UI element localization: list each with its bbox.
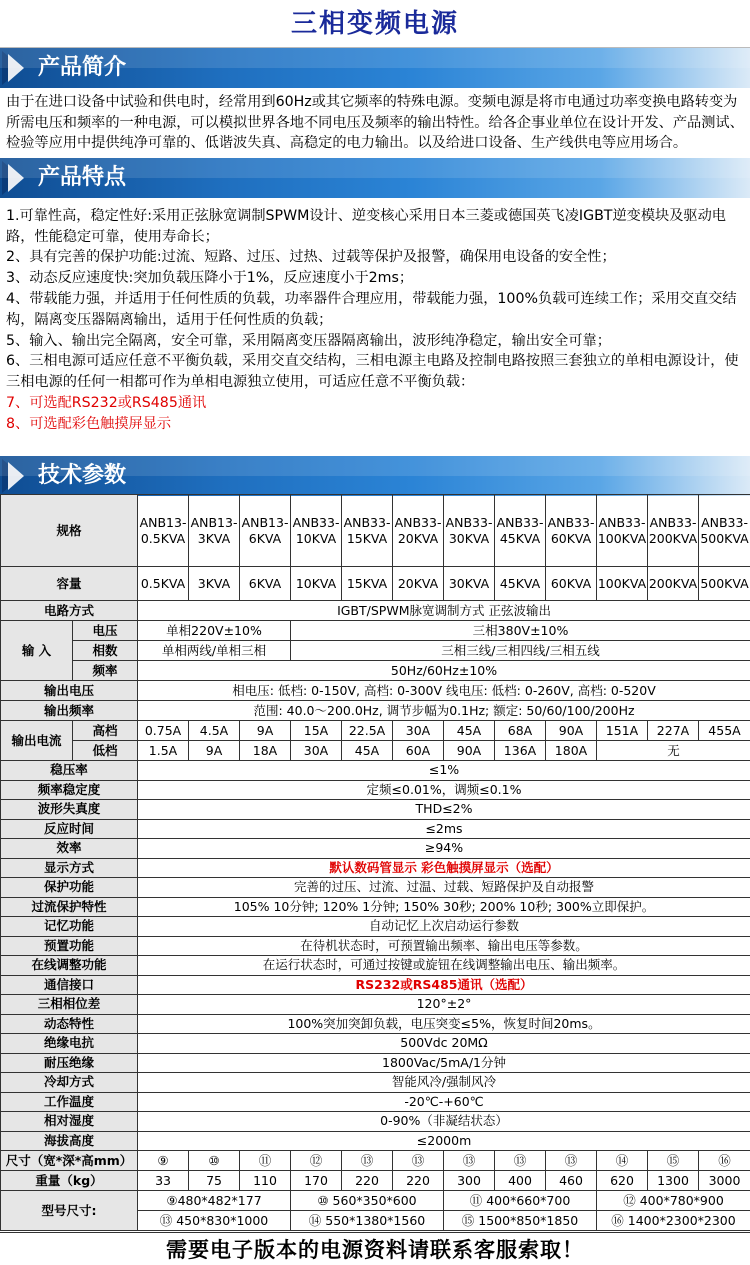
row-subheader: 高档 [73, 721, 138, 741]
table-row [1, 995, 750, 1015]
row-header: 绝缘电抗 [1, 1034, 138, 1054]
capacity-cell: 30KVA [444, 567, 495, 601]
current-cell: 1.5A [138, 741, 189, 761]
model-cell: ANB33-10KVA [291, 495, 342, 567]
capacity-cell: 3KVA [189, 567, 240, 601]
current-cell: 15A [291, 721, 342, 741]
value-cell: 智能风冷/强制风冷 [138, 1073, 750, 1093]
model-cell: ANB33-15KVA [342, 495, 393, 567]
value-cell: 定频≤0.01%，调频≤0.1% [138, 780, 750, 800]
section-banner-features [0, 158, 750, 198]
value-cell: 自动记忆上次启动运行参数 [138, 917, 750, 937]
page-title: 三相变频电源 [0, 0, 750, 48]
table-cell: 无 [597, 741, 750, 761]
row-header: 记忆功能 [1, 917, 138, 937]
capacity-cell: 500KVA [699, 567, 750, 601]
current-cell: 4.5A [189, 721, 240, 741]
table-row [1, 878, 750, 898]
feature-item: 6、三相电源可适应任意不平衡负载，采用交直交结构，三相电源主电路及控制电路按照三套独立的单相电源设计，使三相电源的任何一相都可作为单相电源独立使用，可适应任意不平衡负载： [6, 353, 739, 391]
size-cell: ⑯ [699, 1151, 750, 1171]
table-row [1, 858, 750, 878]
row-header: 电路方式 [1, 601, 138, 621]
row-header: 重量（kg） [1, 1171, 138, 1191]
table-cell: 范围: 40.0～200.0Hz, 调节步幅为0.1Hz; 额定: 50/60/100/200Hz [138, 701, 750, 721]
capacity-cell: 0.5KVA [138, 567, 189, 601]
row-header: 通信接口 [1, 975, 138, 995]
model-cell: ANB33-45KVA [495, 495, 546, 567]
table-row [1, 936, 750, 956]
value-cell: 500Vdc 20MΩ [138, 1034, 750, 1054]
table-row [1, 1014, 750, 1034]
row-header: 在线调整功能 [1, 956, 138, 976]
size-cell: ⑫ [291, 1151, 342, 1171]
table-cell: ⑭ 550*1380*1560 [291, 1211, 444, 1231]
table-row [1, 741, 750, 761]
model-cell: ANB13-3KVA [189, 495, 240, 567]
table-cell: 三相三线/三相四线/三相五线 [291, 641, 750, 661]
table-row [1, 975, 750, 995]
weight-cell: 110 [240, 1171, 291, 1191]
capacity-cell: 20KVA [393, 567, 444, 601]
model-cell: ANB33-30KVA [444, 495, 495, 567]
current-cell: 90A [546, 721, 597, 741]
current-cell: 9A [240, 721, 291, 741]
row-header: 输出电压 [1, 681, 138, 701]
current-cell: 136A [495, 741, 546, 761]
section-banner-intro [0, 48, 750, 88]
row-subheader: 低档 [73, 741, 138, 761]
size-cell: ⑬ [495, 1151, 546, 1171]
table-cell: 单相220V±10% [138, 621, 291, 641]
table-cell: ⑩ 560*350*600 [291, 1191, 444, 1211]
row-header: 输出频率 [1, 701, 138, 721]
current-cell: 151A [597, 721, 648, 741]
table-cell: 单相两线/单相三相 [138, 641, 291, 661]
size-cell: ⑪ [240, 1151, 291, 1171]
table-row [1, 956, 750, 976]
weight-cell: 3000 [699, 1171, 750, 1191]
current-cell: 90A [444, 741, 495, 761]
weight-cell: 75 [189, 1171, 240, 1191]
current-cell: 227A [648, 721, 699, 741]
table-cell: IGBT/SPWM脉宽调制方式 正弦波输出 [138, 601, 750, 621]
value-cell: 105% 10分钟; 120% 1分钟; 150% 30秒; 200% 10秒; 300%立即保护。 [138, 897, 750, 917]
value-cell: THD≤2% [138, 800, 750, 820]
capacity-cell: 15KVA [342, 567, 393, 601]
row-header: 频率稳定度 [1, 780, 138, 800]
current-cell: 30A [291, 741, 342, 761]
capacity-cell: 6KVA [240, 567, 291, 601]
weight-cell: 220 [393, 1171, 444, 1191]
feature-item: 4、带载能力强，并适用于任何性质的负载，功率器件合理应用，带载能力强，100%负载可连续工作；采用交直交结构，隔离变压器隔离输出，适用于任何性质的负载； [6, 290, 737, 328]
feature-item: 3、动态反应速度快:突加负载压降小于1%，反应速度小于2ms； [6, 270, 414, 287]
row-header: 反应时间 [1, 819, 138, 839]
value-cell: ≤2000m [138, 1131, 750, 1151]
value-cell: 0-90%（非凝结状态） [138, 1112, 750, 1132]
table-row [1, 819, 750, 839]
table-row [1, 800, 750, 820]
model-cell: ANB33-100KVA [597, 495, 648, 567]
feature-item: 2、具有完善的保护功能:过流、短路、过压、过热、过载等保护及报警，确保用电设备的安全性； [6, 249, 616, 266]
weight-cell: 300 [444, 1171, 495, 1191]
table-row [1, 780, 750, 800]
current-cell: 30A [393, 721, 444, 741]
row-header: 稳压率 [1, 761, 138, 781]
model-cell: ANB33-20KVA [393, 495, 444, 567]
row-header: 波形失真度 [1, 800, 138, 820]
row-header: 预置功能 [1, 936, 138, 956]
current-cell: 455A [699, 721, 750, 741]
current-cell: 45A [342, 741, 393, 761]
table-row [1, 897, 750, 917]
feature-item: 5、输入、输出完全隔离，安全可靠，采用隔离变压器隔离输出，波形纯净稳定，输出安全可靠； [6, 332, 611, 349]
weight-cell: 220 [342, 1171, 393, 1191]
value-cell: 完善的过压、过流、过温、过载、短路保护及自动报警 [138, 878, 750, 898]
row-header: 效率 [1, 839, 138, 859]
size-cell: ⑩ [189, 1151, 240, 1171]
table-row [1, 1151, 750, 1171]
table-row [1, 1053, 750, 1073]
table-cell: 三相380V±10% [291, 621, 750, 641]
capacity-cell: 100KVA [597, 567, 648, 601]
model-cell: ANB33-60KVA [546, 495, 597, 567]
model-cell: ANB13-0.5KVA [138, 495, 189, 567]
capacity-cell: 45KVA [495, 567, 546, 601]
table-row [1, 621, 750, 641]
footer-note: 需要电子版本的电源资料请联系客服索取！ [0, 1232, 750, 1265]
feature-item-optional: 7、可选配RS232或RS485通讯 [6, 394, 207, 411]
table-cell: ⑮ 1500*850*1850 [444, 1211, 597, 1231]
size-cell: ⑮ [648, 1151, 699, 1171]
row-header: 海拔高度 [1, 1131, 138, 1151]
row-header: 动态特性 [1, 1014, 138, 1034]
table-row [1, 701, 750, 721]
value-cell: 在运行状态时，可通过按键或旋钮在线调整输出电压、输出频率。 [138, 956, 750, 976]
table-cell: ⑬ 450*830*1000 [138, 1211, 291, 1231]
weight-cell: 170 [291, 1171, 342, 1191]
table-row [1, 721, 750, 741]
table-row [1, 1191, 750, 1211]
table-row [1, 567, 750, 601]
intro-paragraph: 由于在进口设备中试验和供电时，经常用到60Hz或其它频率的特殊电源。变频电源是将市电通过功率变换电路转变为所需电压和频率的一种电源，可以模拟世界各地不同电压及频率的输出特性。给各企事业单位在设计开发、产品测试、检验等应用中提供纯净可靠的、低谐波失真、高稳定的电力输出。以及给进口设备、生产线供电等应用场合。 [6, 94, 744, 152]
table-row [1, 1131, 750, 1151]
value-cell: ≤2ms [138, 819, 750, 839]
current-cell: 60A [393, 741, 444, 761]
capacity-cell: 200KVA [648, 567, 699, 601]
current-cell: 68A [495, 721, 546, 741]
table-row [1, 1112, 750, 1132]
table-row [1, 681, 750, 701]
table-row [1, 601, 750, 621]
row-header: 型号尺寸: [1, 1191, 138, 1231]
table-row [1, 839, 750, 859]
table-cell: 相电压: 低档: 0-150V, 高档: 0-300V 线电压: 低档: 0-260V, 高档: 0-520V [138, 681, 750, 701]
table-row [1, 1092, 750, 1112]
table-cell: ⑫ 400*780*900 [597, 1191, 750, 1211]
row-header: 三相相位差 [1, 995, 138, 1015]
table-row [1, 661, 750, 681]
weight-cell: 460 [546, 1171, 597, 1191]
current-cell: 9A [189, 741, 240, 761]
row-subheader: 相数 [73, 641, 138, 661]
row-header: 显示方式 [1, 858, 138, 878]
section-title: 产品特点 [38, 164, 127, 190]
weight-cell: 400 [495, 1171, 546, 1191]
model-cell: ANB13-6KVA [240, 495, 291, 567]
feature-item: 1.可靠性高，稳定性好:采用正弦脉宽调制SPWM设计、逆变核心采用日本三菱或德国英飞凌IGBT逆变模块及驱动电路，性能稳定可靠，使用寿命长； [6, 207, 726, 245]
row-header: 耐压绝缘 [1, 1053, 138, 1073]
table-row [1, 917, 750, 937]
current-cell: 45A [444, 721, 495, 741]
weight-cell: 1300 [648, 1171, 699, 1191]
value-cell: 1800Vac/5mA/1分钟 [138, 1053, 750, 1073]
row-header: 规格 [1, 495, 138, 567]
size-cell: ⑬ [444, 1151, 495, 1171]
row-subheader: 电压 [73, 621, 138, 641]
feature-item-optional: 8、可选配彩色触摸屏显示 [6, 415, 172, 432]
row-header: 输出电流 [1, 721, 73, 761]
arrow-icon [8, 462, 24, 490]
value-cell: 100%突加突卸负载，电压突变≤5%，恢复时间20ms。 [138, 1014, 750, 1034]
row-header: 工作温度 [1, 1092, 138, 1112]
row-subheader: 频率 [73, 661, 138, 681]
row-header: 输 入 [1, 621, 73, 681]
current-cell: 18A [240, 741, 291, 761]
current-cell: 0.75A [138, 721, 189, 741]
current-cell: 180A [546, 741, 597, 761]
spec-table [0, 494, 750, 1231]
value-cell: RS232或RS485通讯（选配） [138, 975, 750, 995]
table-cell: ⑨480*482*177 [138, 1191, 291, 1211]
row-header: 冷却方式 [1, 1073, 138, 1093]
value-cell: 在待机状态时，可预置输出频率、输出电压等参数。 [138, 936, 750, 956]
table-cell: 50Hz/60Hz±10% [138, 661, 750, 681]
table-cell: ⑪ 400*660*700 [444, 1191, 597, 1211]
capacity-cell: 60KVA [546, 567, 597, 601]
size-cell: ⑬ [546, 1151, 597, 1171]
value-cell: 120°±2° [138, 995, 750, 1015]
table-row [1, 495, 750, 567]
value-cell: -20℃-+60℃ [138, 1092, 750, 1112]
table-row [1, 1073, 750, 1093]
value-cell: ≤1% [138, 761, 750, 781]
value-cell: 默认数码管显示 彩色触摸屏显示（选配） [138, 858, 750, 878]
size-cell: ⑨ [138, 1151, 189, 1171]
section-banner-params [0, 456, 750, 496]
weight-cell: 33 [138, 1171, 189, 1191]
model-cell: ANB33-200KVA [648, 495, 699, 567]
arrow-icon [8, 54, 24, 82]
capacity-cell: 10KVA [291, 567, 342, 601]
table-row [1, 1034, 750, 1054]
table-row [1, 1171, 750, 1191]
features-list [0, 198, 750, 441]
row-header: 保护功能 [1, 878, 138, 898]
value-cell: ≥94% [138, 839, 750, 859]
arrow-icon [8, 164, 24, 192]
row-header: 过流保护特性 [1, 897, 138, 917]
section-title: 产品简介 [38, 55, 127, 80]
row-header: 相对湿度 [1, 1112, 138, 1132]
table-row [1, 641, 750, 661]
current-cell: 22.5A [342, 721, 393, 741]
size-cell: ⑭ [597, 1151, 648, 1171]
table-cell: ⑯ 1400*2300*2300 [597, 1211, 750, 1231]
model-cell: ANB33-500KVA [699, 495, 750, 567]
row-header: 容量 [1, 567, 138, 601]
size-cell: ⑬ [393, 1151, 444, 1171]
row-header: 尺寸（宽*深*高mm） [1, 1151, 138, 1171]
section-title: 技术参数 [38, 463, 127, 488]
weight-cell: 620 [597, 1171, 648, 1191]
table-row [1, 761, 750, 781]
size-cell: ⑬ [342, 1151, 393, 1171]
